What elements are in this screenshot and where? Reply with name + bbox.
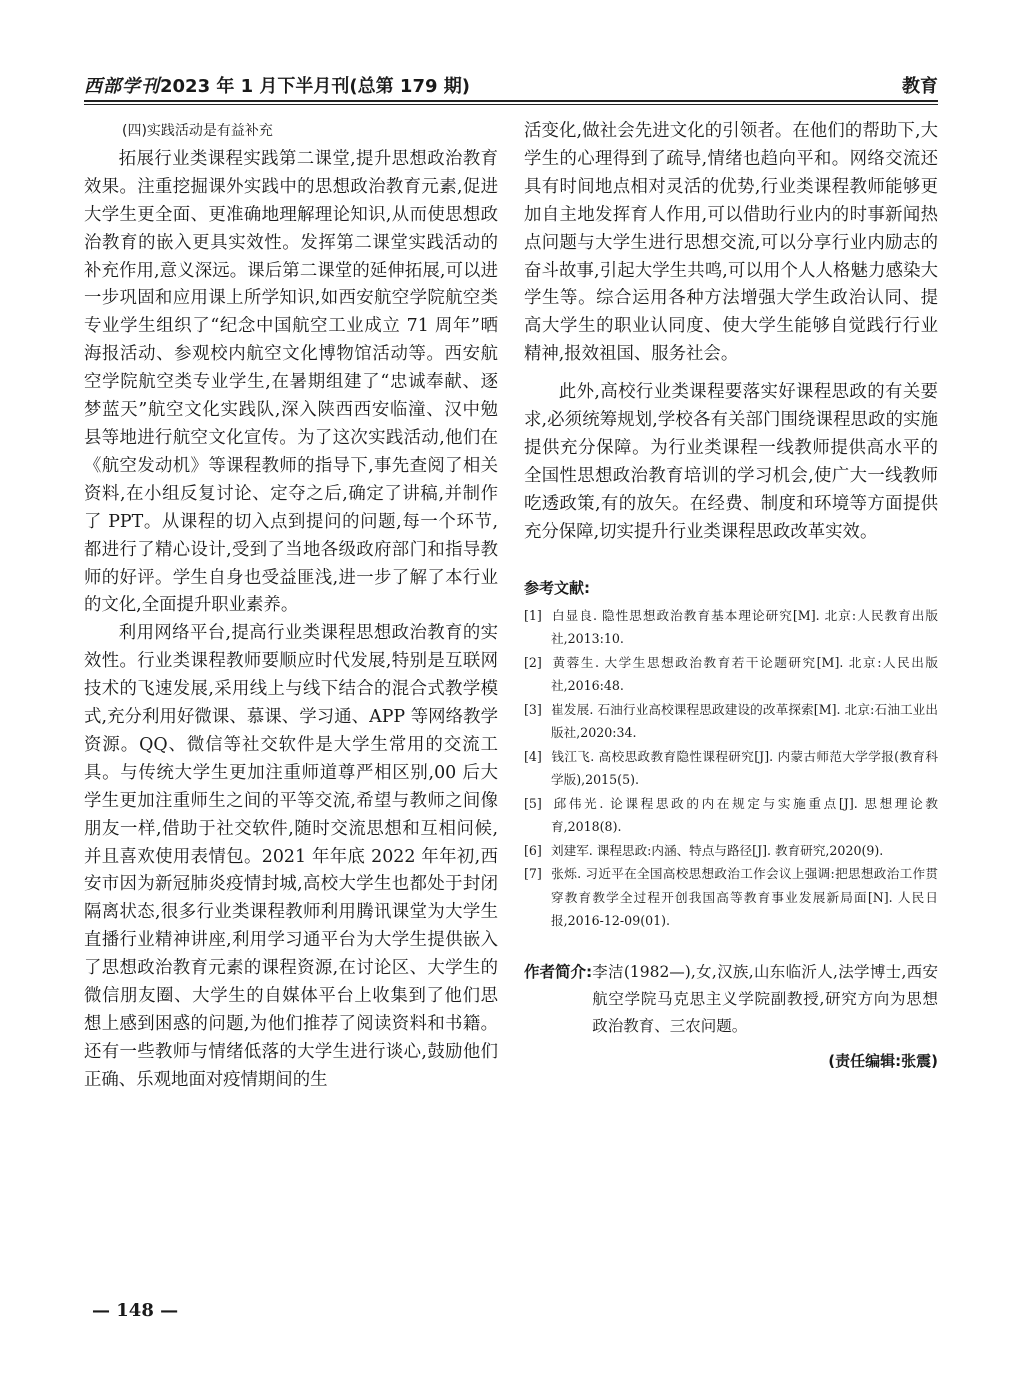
header-rule-thin [84, 104, 938, 105]
reference-item: [6] 刘建军. 课程思政:内涵、特点与路径[J]. 教育研究,2020(9). [524, 842, 884, 858]
body-paragraph: 活变化,做社会先进文化的引领者。在他们的帮助下,大学生的心理得到了疏导,情绪也趋向平和。网络交流还具有时间地点相对灵活的优势,行业类课程教师能够更加自主地发挥育人作用,可以借助行业内的时事新闻热点问题与大学生进行思想交流,可以分享行业内励志的奋斗故事,引起大学生共鸣,可以用个人人格魅力感染大学生等。综合运用各种方法增强大学生政治认同、提高大学生的职业认同度、使大学生能够自觉践行行业精神,报效祖国、服务社会。 [524, 121, 938, 365]
issue-info: 2023 年 1 月下半月刊(总第 179 期) [160, 76, 470, 97]
page-header [84, 72, 938, 96]
journal-header [84, 72, 470, 98]
body-paragraph: 利用网络平台,提高行业类课程思想政治教育的实效性。行业类课程教师要顺应时代发展,特别是互联网技术的飞速发展,采用线上与线下结合的混合式教学模式,充分利用好微课、慕课、学习通、APP 等网络教学资源。QQ、微信等社交软件是大学生常用的交流工具。与传统大学生更加注重师道尊严相区别,00 后大学生更加注重师生之间的平等交流,希望与教师之间像朋友一样,借助于社交软件,随时交流思想和互相问候,并且喜欢使用表情包。2021 年年底 2022 年年初,西安市因为新冠肺炎疫情封城,高校大学生也都处于封闭隔离状态,很多行业类课程教师利用腾讯课堂为大学生直播行业精神讲座,利用学习通平台为大学生提供嵌入了思想政治教育元素的课程资源,在讨论区、大学生的微信朋友圈、大学生的自媒体平台上收集到了他们思想上感到困惑的问题,为他们推荐了阅读资料和书籍。还有一些教师与情绪低落的大学生进行谈心,鼓励他们正确、乐观地面对疫情期间的生 [84, 623, 498, 1090]
author-bio [524, 959, 938, 1040]
references-title: 参考文献: [524, 578, 590, 597]
page-number: — 148 — [92, 1300, 179, 1321]
reference-item: [2] 黄蓉生. 大学生思想政治教育若干论题研究[M]. 北京:人民出版社,2016:48. [524, 654, 938, 694]
section-title: (四)实践活动是有益补充 [122, 123, 273, 139]
author-bio-label: 作者简介: [524, 962, 593, 981]
body-paragraph: 拓展行业类课程实践第二课堂,提升思想政治教育效果。注重挖掘课外实践中的思想政治教育元素,促进大学生更全面、更准确地理解理论知识,从而使思想政治教育的嵌入更具实效性。发挥第二课堂实践活动的补充作用,意义深远。课后第二课堂的延伸拓展,可以进一步巩固和应用课上所学知识,如西安航空学院航空类专业学生组织了“纪念中国航空工业成立 71 周年”晒海报活动、参观校内航空文化博物馆活动等。西安航空学院航空类专业学生,在暑期组建了“忠诚奉献、逐梦蓝天”航空文化实践队,深入陕西西安临潼、汉中勉县等地进行航空文化宣传。为了这次实践活动,他们在《航空发动机》等课程教师的指导下,事先查阅了相关资料,在小组反复讨论、定夺之后,确定了讲稿,并制作了 PPT。从课程的切入点到提问的问题,每一个环节,都进行了精心设计,受到了当地各级政府部门和指导教师的好评。学生自身也受益匪浅,进一步了解了本行业的文化,全面提升职业素养。 [84, 148, 498, 616]
reference-item: [3] 崔发展. 石油行业高校课程思政建设的改革探索[M]. 北京:石油工业出版社,2020:34. [524, 701, 938, 741]
author-bio-text: 李洁(1982—),女,汉族,山东临沂人,法学博士,西安航空学院马克思主义学院副教授,研究方向为思想政治教育、三农问题。 [592, 962, 938, 1035]
reference-item: [1] 白显良. 隐性思想政治教育基本理论研究[M]. 北京:人民教育出版社,2013:10. [524, 607, 938, 647]
references-list [524, 604, 938, 933]
journal-name: 西部学刊 [84, 76, 160, 97]
left-column [84, 118, 498, 1095]
right-column [524, 118, 938, 1071]
section-label: 教育 [902, 76, 938, 97]
body-paragraph: 此外,高校行业类课程要落实好课程思政的有关要求,必须统筹规划,学校各有关部门围绕课程思政的实施提供充分保障。为行业类课程一线教师提供高水平的全国性思想政治教育培训的学习机会,使广大一线教师吃透政策,有的放矢。在经费、制度和环境等方面提供充分保障,切实提升行业类课程思政改革实效。 [524, 382, 938, 542]
reference-item: [7] 张烁. 习近平在全国高校思想政治工作会议上强调:把思想政治工作贯穿教育教学全过程开创我国高等教育事业发展新局面[N]. 人民日报,2016-12-09(01). [524, 866, 938, 929]
reference-item: [5] 邱伟光. 论课程思政的内在规定与实施重点[J]. 思想理论教育,2018(8). [524, 795, 938, 835]
header-rule-thick [84, 100, 938, 102]
reference-item: [4] 钱江飞. 高校思政教育隐性课程研究[J]. 内蒙古师范大学学报(教育科学版),2015(5). [524, 748, 938, 788]
editor-note: (责任编辑:张震) [828, 1051, 938, 1070]
